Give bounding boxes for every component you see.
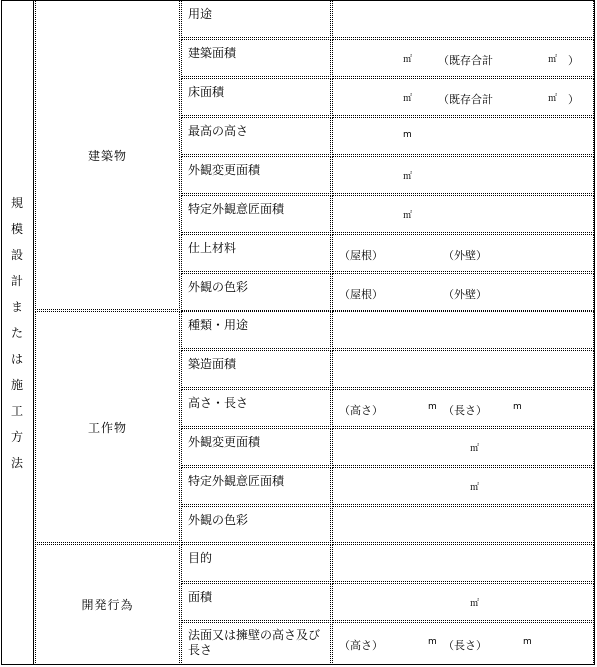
row-label: 法面又は擁壁の高さ及び長さ [181, 622, 331, 665]
length-label: （長さ） [443, 639, 487, 652]
row-label: 高さ・長さ [181, 389, 331, 427]
side-label-char: 規 [10, 195, 23, 210]
row-label: 外観の色彩 [181, 506, 331, 543]
length-label: （長さ） [443, 404, 487, 417]
form-row [181, 39, 595, 77]
height-label: （高さ） [339, 639, 383, 652]
value-field[interactable] [332, 428, 594, 466]
group-development [35, 544, 595, 665]
unit-label: ㎡ [470, 444, 480, 454]
group-title: 建築物 [35, 0, 180, 310]
row-label: 外観変更面積 [181, 156, 331, 194]
unit-label: ㎡ [403, 172, 413, 182]
side-label-char: 設 [10, 247, 23, 262]
form-row [181, 195, 595, 233]
row-label: 特定外観意匠面積 [181, 195, 331, 233]
form-row [181, 544, 595, 582]
value-field[interactable] [332, 544, 594, 582]
side-label-char: た [10, 325, 23, 340]
form-row [181, 506, 595, 543]
side-label-column [1, 0, 34, 665]
form-row [181, 78, 595, 116]
form-row [181, 350, 595, 388]
value-field[interactable] [332, 506, 594, 543]
value-field[interactable] [332, 0, 594, 38]
roof-label: （屋根） [339, 288, 383, 301]
paren-label: （既存合計 [438, 93, 493, 106]
side-label-char: 法 [10, 455, 23, 470]
value-field[interactable] [332, 39, 594, 77]
value-field[interactable] [332, 311, 594, 349]
value-field[interactable] [332, 467, 594, 505]
value-field[interactable] [332, 389, 594, 427]
row-label: 用途 [181, 0, 331, 38]
row-label: 外観の色彩 [181, 273, 331, 311]
form-row [181, 622, 595, 665]
unit-label: m [428, 402, 437, 412]
form-row [181, 583, 595, 621]
height-label: （高さ） [339, 404, 383, 417]
value-field[interactable] [332, 78, 594, 116]
unit-label: ㎡ [548, 94, 558, 104]
side-label-char: 方 [10, 429, 23, 444]
side-label-char: 計 [10, 273, 23, 288]
row-label: 建築面積 [181, 39, 331, 77]
unit-label: ㎡ [403, 94, 413, 104]
side-label-char: は [10, 351, 23, 366]
side-label-char: 模 [10, 221, 23, 236]
form-row [181, 273, 595, 311]
value-field[interactable] [332, 195, 594, 233]
unit-label: m [523, 637, 532, 647]
row-label: 床面積 [181, 78, 331, 116]
form-row [181, 117, 595, 155]
form-row [181, 389, 595, 427]
side-label-char: 工 [10, 403, 23, 418]
form-row [181, 0, 595, 38]
row-label: 特定外観意匠面積 [181, 467, 331, 505]
unit-label: ㎡ [403, 55, 413, 65]
row-label: 面積 [181, 583, 331, 621]
wall-label: （外壁） [443, 288, 487, 301]
side-label-char: ま [10, 299, 23, 314]
form-row [181, 156, 595, 194]
unit-label: ㎡ [548, 55, 558, 65]
value-field[interactable] [332, 234, 594, 272]
wall-label: （外壁） [443, 249, 487, 262]
side-label-char: 施 [10, 377, 23, 392]
unit-label: m [428, 637, 437, 647]
row-label: 仕上材料 [181, 234, 331, 272]
unit-label: ㎡ [403, 211, 413, 221]
value-field[interactable] [332, 156, 594, 194]
form-row [181, 234, 595, 272]
row-label: 種類・用途 [181, 311, 331, 349]
form-row [181, 311, 595, 349]
unit-label: m [513, 402, 522, 412]
row-label: 最高の高さ [181, 117, 331, 155]
value-field[interactable] [332, 117, 594, 155]
paren-label: （既存合計 [438, 54, 493, 67]
group-structure [35, 311, 595, 543]
row-label: 築造面積 [181, 350, 331, 388]
unit-label: ㎡ [470, 483, 480, 493]
value-field[interactable] [332, 273, 594, 311]
roof-label: （屋根） [339, 249, 383, 262]
paren-close: ） [568, 54, 579, 67]
row-label: 目的 [181, 544, 331, 582]
row-label: 外観変更面積 [181, 428, 331, 466]
unit-label: ㎡ [470, 599, 480, 609]
form-row [181, 467, 595, 505]
value-field[interactable] [332, 583, 594, 621]
group-title: 工作物 [35, 311, 180, 543]
value-field[interactable] [332, 622, 594, 665]
group-building [35, 0, 595, 310]
unit-label: m [403, 130, 412, 140]
value-field[interactable] [332, 350, 594, 388]
paren-close: ） [568, 93, 579, 106]
group-title: 開発行為 [35, 544, 180, 665]
form-row [181, 428, 595, 466]
